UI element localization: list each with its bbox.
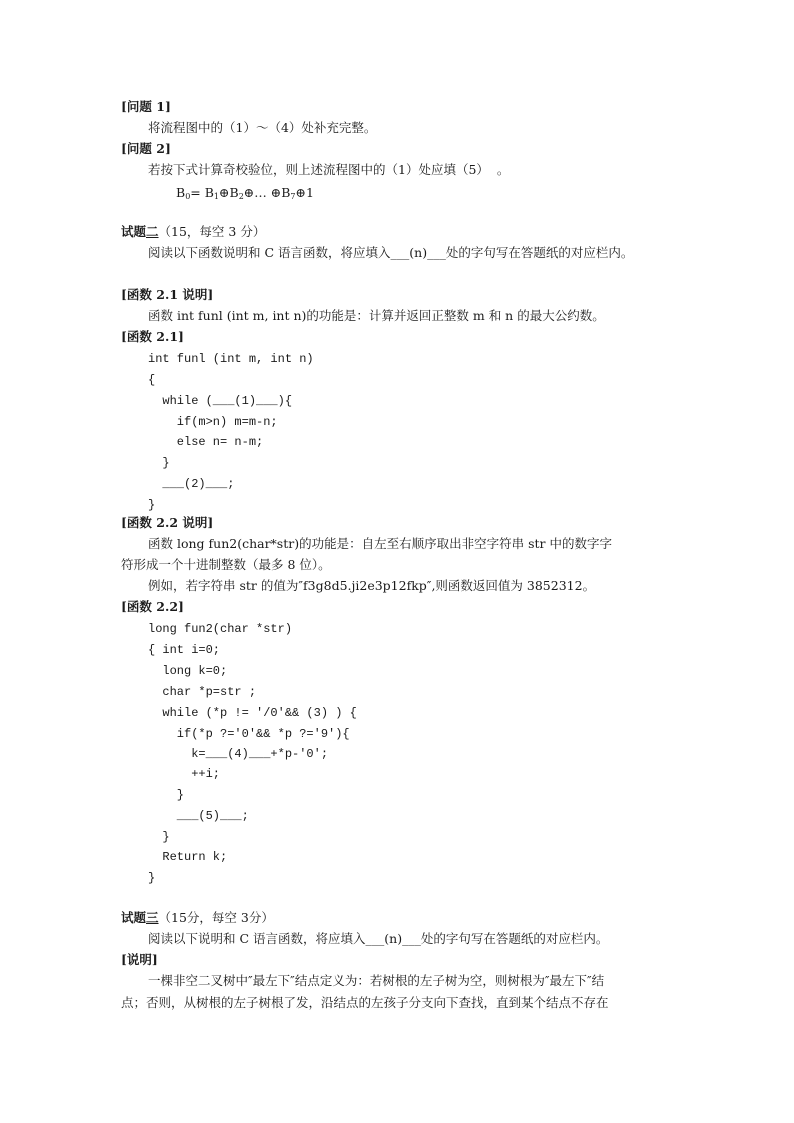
- code-line: {: [148, 373, 156, 387]
- parity-formula: $B_0=$ $B_1\oplus B_2\oplus\dots$ $\oplus B_7\oplus 1$: [176, 185, 314, 201]
- code-line: while (*p != '/0'&& (3) ) {: [148, 706, 357, 720]
- code-line: Return k;: [148, 850, 228, 864]
- question-two-intro: 阅读以下函数说明和 C 语言函数，将应填入___(n)___处的字句写在答题纸的对应栏内。: [148, 245, 634, 260]
- question-three-desc-line-2: 点；否则，从树根的左子树根了发，沿结点的左孩子分支向下查找，直到某个结点不存在: [121, 995, 609, 1010]
- code-line: }: [148, 498, 156, 512]
- code-line: char *p=str ;: [148, 685, 257, 699]
- question-2-text: 若按下式计算奇校验位，则上述流程图中的（1）处应填（5） 。: [148, 162, 510, 177]
- code-line: ___(5)___;: [148, 809, 249, 823]
- question-1-text: 将流程图中的（1）～（4）处补充完整。: [148, 120, 377, 135]
- code-line: }: [148, 830, 170, 844]
- code-line: if(m>n) m=m-n;: [148, 415, 278, 429]
- code-line: k=___(4)___+*p-'0';: [148, 747, 329, 761]
- code-line: while (___(1)___){: [148, 394, 293, 408]
- function-2-1-desc-heading: [函数 2.1 说明]: [121, 287, 214, 302]
- function-2-2-desc-line-2: 符形成一个十进制整数（最多 8 位）。: [121, 557, 331, 572]
- code-line: if(*p ?='0'&& *p ?='9'){: [148, 727, 350, 741]
- code-line: else n= n-m;: [148, 435, 264, 449]
- function-2-2-desc-heading: [函数 2.2 说明]: [121, 515, 214, 530]
- function-2-1-desc: 函数 int funl (int m, int n)的功能是：计算并返回正整数 m 和 n 的最大公约数。: [148, 308, 605, 323]
- code-line: }: [148, 456, 170, 470]
- question-1-heading: [问题 1]: [121, 99, 171, 114]
- question-2-heading: [问题 2]: [121, 141, 171, 156]
- code-line: { int i=0;: [148, 643, 221, 657]
- question-two-title: 试题二（15，每空 3 分）: [121, 224, 266, 239]
- function-2-2-example: 例如，若字符串 str 的值为″f3g8d5.ji2e3p12fkp″,则函数返回值为 3852312。: [148, 578, 596, 593]
- code-line: int funl (int m, int n): [148, 352, 314, 366]
- question-three-intro: 阅读以下说明和 C 语言函数，将应填入___(n)___处的字句写在答题纸的对应栏内。: [148, 931, 609, 946]
- code-line: }: [148, 871, 156, 885]
- code-line: ___(2)___;: [148, 477, 235, 491]
- code-line: long k=0;: [148, 664, 228, 678]
- function-2-2-desc-line-1: 函数 long fun2(char*str)的功能是：自左至右顺序取出非空字符串 str 中的数字字: [148, 536, 612, 551]
- function-2-1-heading: [函数 2.1]: [121, 329, 184, 344]
- function-2-2-heading: [函数 2.2]: [121, 599, 184, 614]
- question-three-desc-line-1: 一棵非空二叉树中″最左下″结点定义为：若树根的左子树为空，则树根为″最左下″结: [148, 973, 605, 988]
- question-three-title: 试题三（15分，每空 3分）: [121, 910, 274, 925]
- code-line: ++i;: [148, 767, 221, 781]
- question-three-desc-heading: [说明]: [121, 952, 158, 967]
- code-line: }: [148, 788, 185, 802]
- code-line: long fun2(char *str): [148, 622, 293, 636]
